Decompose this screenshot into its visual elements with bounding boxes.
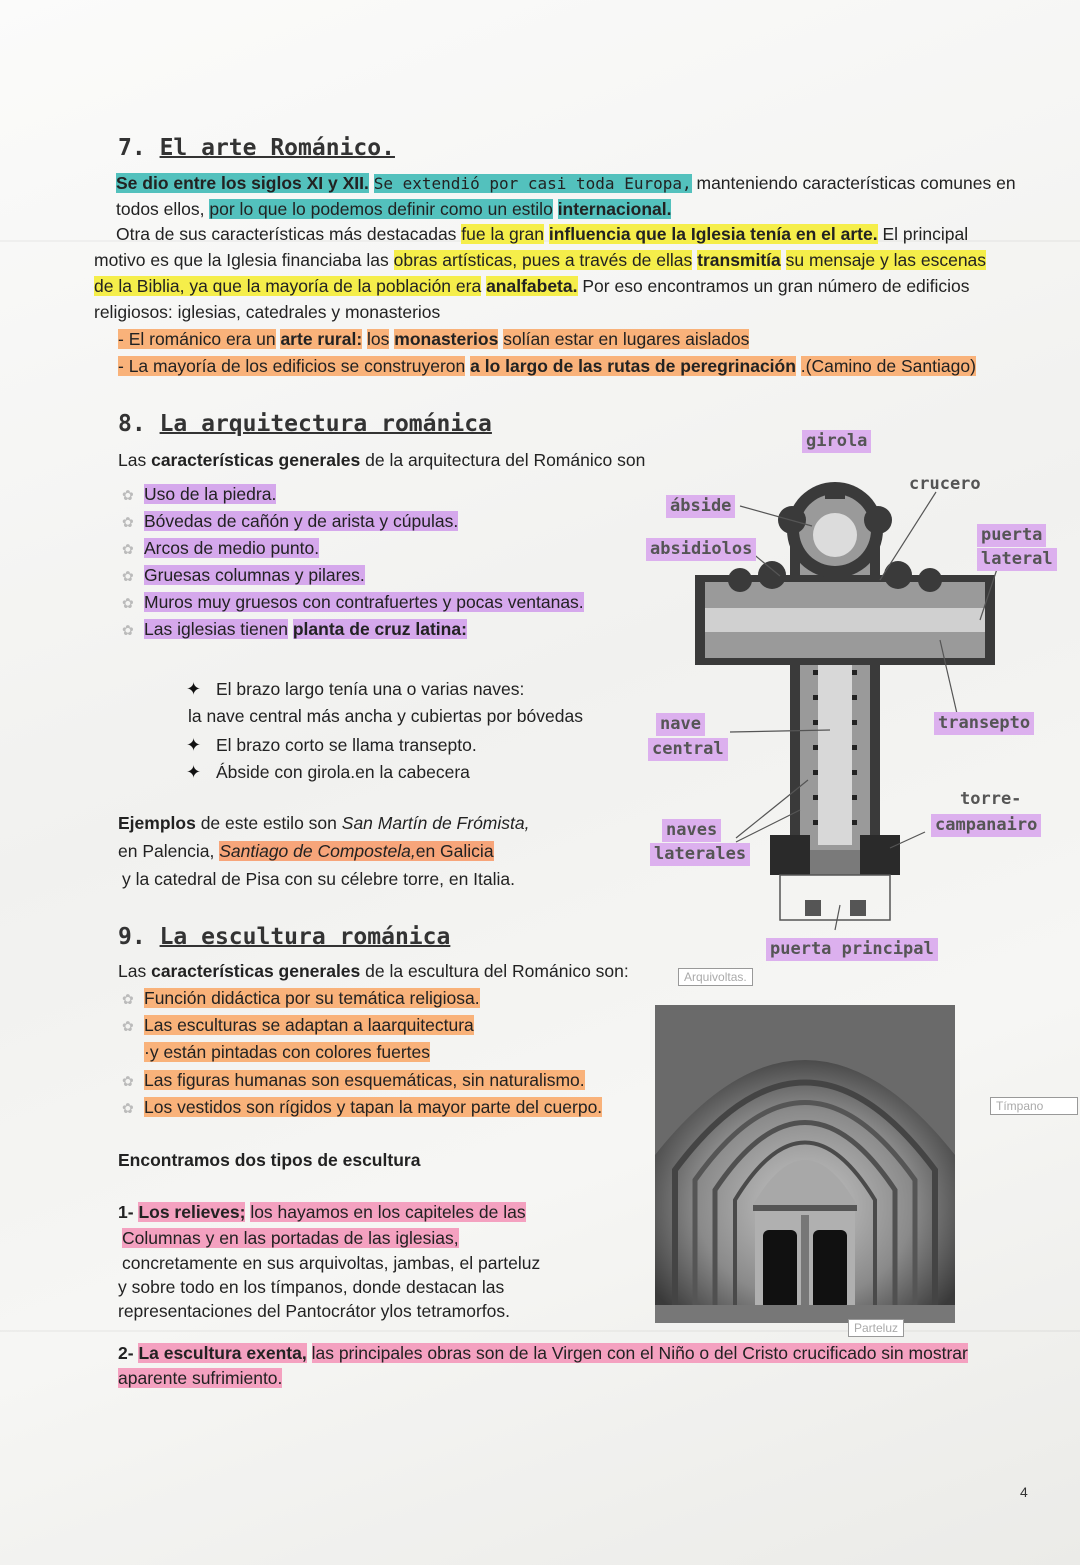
- s9-type-1-line: [118, 1303, 510, 1321]
- s8-text: en Galicia: [415, 841, 494, 861]
- s7-text: influencia que la Iglesia tenía en el arte.: [548, 224, 878, 244]
- s9-text: características generales: [151, 961, 361, 981]
- plan-label-puerta-lateral-1: puerta: [977, 524, 1046, 547]
- s9-intro: [118, 963, 629, 981]
- bullet-icon: ✿: [122, 1073, 134, 1089]
- heading-text: La escultura románica: [159, 924, 451, 950]
- s7-text: motivo es que la Iglesia financiaba las: [94, 250, 389, 270]
- s7-text: fue la gran: [461, 224, 544, 244]
- s8-sub-item: [186, 736, 477, 755]
- s9-item-text: Los vestidos son rígidos y tapan la mayor parte del cuerpo.: [144, 1097, 603, 1117]
- s7-text: Otra de sus características más destacadas: [116, 224, 457, 244]
- heading-text: El arte Románico.: [159, 135, 395, 161]
- s9-item: [122, 1017, 474, 1035]
- plan-label-crucero: crucero: [909, 474, 981, 494]
- s9-item-text: Las figuras humanas son esquemáticas, sin naturalismo.: [144, 1070, 585, 1090]
- s9-item: [122, 1099, 602, 1117]
- s7-text: su mensaje y las escenas: [785, 250, 987, 270]
- s9-text: La escultura exenta,: [138, 1343, 307, 1363]
- bullet-icon: ✿: [122, 514, 134, 530]
- s9-text: de la escultura del Románico son:: [365, 961, 629, 981]
- plan-label-girola: girola: [802, 430, 871, 453]
- s8-item-text: Muros muy gruesos con contrafuertes y pocas ventanas.: [144, 592, 584, 612]
- s7-line-4: [94, 252, 986, 270]
- s7-text: Se dio entre los siglos XI y XII.: [116, 173, 369, 193]
- section-9-heading: [118, 924, 450, 950]
- s9-text: Encontramos dos tipos de escultura: [118, 1150, 421, 1170]
- s7-text: religiosos: iglesias, catedrales y monasterios: [94, 302, 441, 322]
- bullet-icon: ✿: [122, 1018, 134, 1034]
- s8-text: San Martín de Frómista,: [341, 813, 530, 833]
- s7-text: Se extendió por casi toda Europa,: [373, 174, 692, 193]
- s7-text: a lo largo de las rutas de peregrinación: [470, 356, 796, 376]
- s9-item-text: Las esculturas se adaptan a laarquitectura: [144, 1015, 474, 1035]
- s9-type-1-line: [118, 1204, 526, 1222]
- heading-number: 7.: [118, 135, 146, 161]
- s8-examples-1: [118, 815, 529, 833]
- s9-text: Las: [118, 961, 147, 981]
- s7-text: por lo que lo podemos definir como un estilo: [209, 199, 553, 219]
- s7-text: obras artísticas, pues a través de ellas: [393, 250, 693, 270]
- s7-text: todos ellos,: [116, 199, 205, 219]
- s8-item-text: Bóvedas de cañón y de arista y cúpulas.: [144, 511, 459, 531]
- s7-text: .(Camino de Santiago): [800, 356, 976, 376]
- star-bullet-icon: ✦: [186, 735, 202, 755]
- s8-item-text: Uso de la piedra.: [144, 484, 277, 504]
- s8-item-text: planta de cruz latina:: [292, 619, 467, 639]
- s8-sub-item-cont: [188, 708, 583, 726]
- s9-type-1-line: [122, 1230, 459, 1248]
- s9-text: aparente sufrimiento.: [118, 1368, 283, 1388]
- s7-text: solían estar en lugares aislados: [503, 329, 750, 349]
- romanesque-portal-photo: [655, 1005, 955, 1323]
- s8-sub-item: [186, 680, 524, 699]
- s8-text: Santiago de Compostela,: [219, 841, 416, 861]
- plan-label-torre-1: torre-: [960, 789, 1022, 809]
- s9-types-title: [118, 1152, 420, 1170]
- s9-item: [122, 1072, 585, 1090]
- s8-text: en Palencia,: [118, 841, 215, 861]
- bullet-icon: ✿: [122, 487, 134, 503]
- star-bullet-icon: ✦: [186, 762, 202, 782]
- s9-item-text: Función didáctica por su temática religiosa.: [144, 988, 480, 1008]
- s9-item: [122, 990, 480, 1008]
- heading-number: 9.: [118, 924, 146, 950]
- s9-type-1-line: [122, 1255, 540, 1273]
- s8-item: [122, 513, 458, 531]
- plan-label-absidiolos: absidiolos: [646, 538, 756, 561]
- plan-label-torre-2: campanairo: [931, 814, 1041, 837]
- s8-intro: [118, 452, 645, 470]
- s8-text: Ejemplos: [118, 813, 196, 833]
- bullet-icon: ✿: [122, 595, 134, 611]
- s9-text: 2-: [118, 1343, 134, 1363]
- s7-line-2: [116, 201, 671, 219]
- photo-label-timpano: Tímpano: [990, 1097, 1078, 1115]
- s8-item-text: Arcos de medio punto.: [144, 538, 320, 558]
- s9-text: Columnas y en las portadas de las iglesias,: [122, 1228, 459, 1248]
- bullet-icon: ✿: [122, 1100, 134, 1116]
- s8-sub-text: El brazo largo tenía una o varias naves:: [216, 679, 525, 699]
- plan-label-naves-laterales-2: laterales: [650, 843, 750, 866]
- plan-label-abside: ábside: [666, 495, 735, 518]
- plan-label-transepto: transepto: [934, 712, 1034, 735]
- s8-item: [122, 621, 467, 639]
- s7-text: El principal: [882, 224, 969, 244]
- plan-label-puerta-lateral-2: lateral: [977, 548, 1057, 571]
- paper-crease: [0, 1330, 1080, 1332]
- section-8-heading: [118, 411, 492, 437]
- s7-bullet-2: [118, 358, 976, 376]
- page-number: 4: [1020, 1484, 1028, 1500]
- s8-sub-text: Ábside con girola.en la cabecera: [216, 762, 470, 782]
- bullet-icon: ✿: [122, 991, 134, 1007]
- s8-examples-2: [118, 843, 494, 861]
- photo-label-parteluz: Parteluz: [848, 1319, 904, 1337]
- bullet-icon: ✿: [122, 622, 134, 638]
- s9-text: Los relieves;: [138, 1202, 246, 1222]
- star-bullet-icon: ✦: [186, 679, 202, 699]
- s8-item: [122, 567, 365, 585]
- s8-text: Las: [118, 450, 147, 470]
- s7-line-3: [116, 226, 968, 244]
- plan-label-nave-central-1: nave: [656, 713, 705, 736]
- s7-text: los: [367, 329, 390, 349]
- s9-item: [144, 1044, 430, 1062]
- s7-line-5: [94, 278, 970, 296]
- s8-sub-item: [186, 763, 470, 782]
- s8-text: de la arquitectura del Románico son: [365, 450, 646, 470]
- s7-text: arte rural:: [280, 329, 363, 349]
- s8-item: [122, 486, 276, 504]
- s7-text: Por eso encontramos un gran número de edificios: [582, 276, 970, 296]
- s8-text: de este estilo son: [200, 813, 337, 833]
- s9-text: concretamente en sus arquivoltas, jambas, el parteluz: [122, 1253, 541, 1273]
- s7-text: - El románico era un: [118, 329, 276, 349]
- bullet-icon: ✿: [122, 541, 134, 557]
- s8-text: características generales: [151, 450, 361, 470]
- s9-text: 1-: [118, 1202, 134, 1222]
- s7-text: manteniendo características comunes en: [696, 173, 1016, 193]
- s8-sub-text: El brazo corto se llama transepto.: [216, 735, 477, 755]
- s8-examples-3: [122, 871, 515, 889]
- s7-text: internacional.: [557, 199, 672, 219]
- heading-text: La arquitectura románica: [159, 411, 492, 437]
- s8-text: y la catedral de Pisa con su célebre torre, en Italia.: [122, 869, 515, 889]
- s8-item-text: Las iglesias tienen: [144, 619, 288, 639]
- s7-line-6: [94, 304, 440, 322]
- plan-label-puerta-principal: puerta principal: [766, 938, 938, 961]
- s7-text: de la Biblia, ya que la mayoría de la población era: [94, 276, 482, 296]
- s9-type-2-line: [118, 1345, 968, 1363]
- bullet-icon: ✿: [122, 568, 134, 584]
- s9-item-text: ·y están pintadas con colores fuertes: [144, 1042, 430, 1062]
- section-7-heading: [118, 135, 395, 161]
- s7-text: analfabeta.: [486, 276, 578, 296]
- plan-label-nave-central-2: central: [648, 738, 728, 761]
- s7-text: transmitía: [697, 250, 781, 270]
- s9-text: y sobre todo en los tímpanos, donde destacan las: [118, 1277, 505, 1297]
- photo-label-arquivoltas: Arquivoltas.: [678, 968, 753, 986]
- s9-text: representaciones del Pantocrátor ylos tetramorfos.: [118, 1301, 510, 1321]
- s9-type-1-line: [118, 1279, 504, 1297]
- s8-item-text: Gruesas columnas y pilares.: [144, 565, 365, 585]
- s9-type-2-line: [118, 1370, 282, 1388]
- s8-sub-text: la nave central más ancha y cubiertas por bóvedas: [188, 706, 583, 726]
- s7-line-1: [116, 175, 1016, 193]
- s7-bullet-1: [118, 331, 749, 349]
- s8-item: [122, 594, 584, 612]
- s8-item: [122, 540, 319, 558]
- s9-text: los hayamos en los capiteles de las: [250, 1202, 526, 1222]
- s7-text: - La mayoría de los edificios se construyeron: [118, 356, 466, 376]
- s7-text: monasterios: [394, 329, 499, 349]
- heading-number: 8.: [118, 411, 146, 437]
- plan-label-naves-laterales-1: naves: [662, 819, 721, 842]
- s9-text: las principales obras son de la Virgen con el Niño o del Cristo crucificado sin mostrar: [311, 1343, 968, 1363]
